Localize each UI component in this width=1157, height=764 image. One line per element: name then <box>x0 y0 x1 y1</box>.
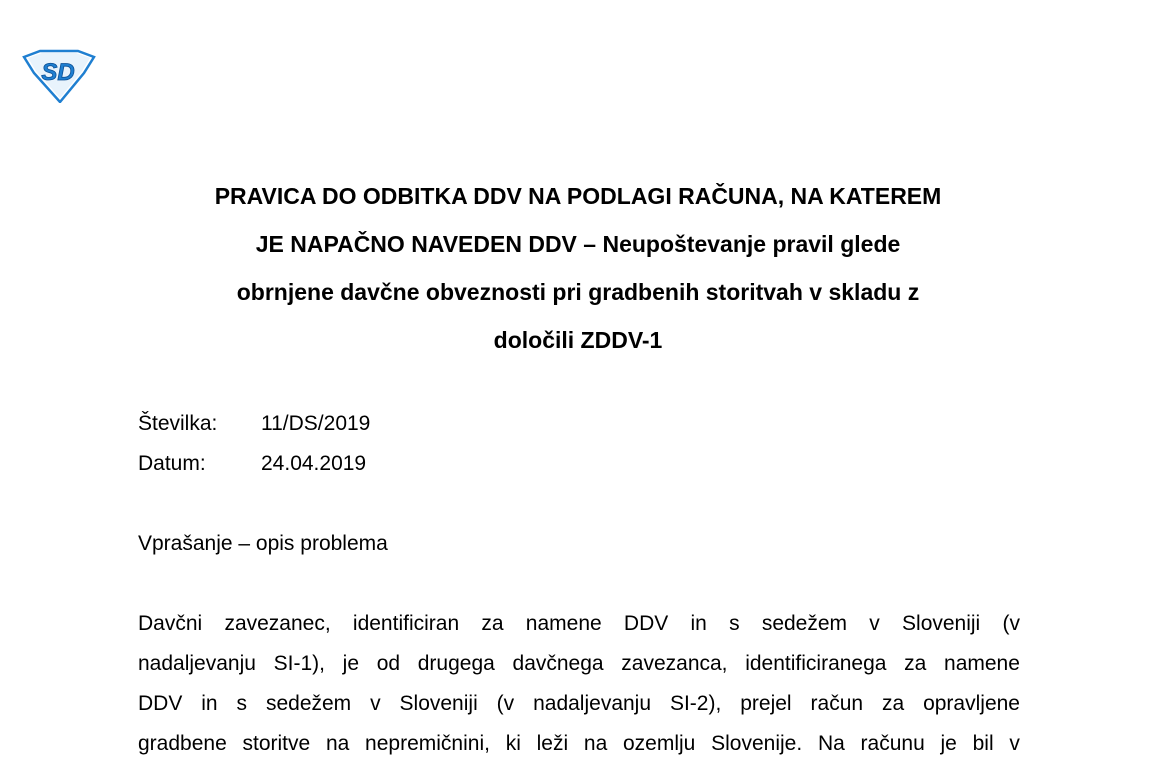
word: Sloveniji <box>399 692 478 715</box>
document-title <box>138 172 1018 364</box>
word: in <box>201 692 218 715</box>
word: na <box>583 732 608 755</box>
word: DDV <box>623 612 669 635</box>
word: za <box>881 692 905 715</box>
word: davčnega <box>512 652 604 675</box>
company-logo <box>22 49 96 103</box>
word: zavezanca, <box>621 652 728 675</box>
word: identificiran <box>352 612 460 635</box>
word: gradbene <box>138 732 227 755</box>
word: ki <box>505 732 521 755</box>
word: SI-1), <box>273 652 325 675</box>
word: nepremičnini, <box>365 732 490 755</box>
number-row <box>138 404 370 444</box>
word: nadaljevanju <box>533 692 652 715</box>
word: sedežem <box>265 692 352 715</box>
word: v <box>370 692 381 715</box>
word: v <box>1009 732 1020 755</box>
date-row <box>138 444 370 484</box>
paragraph-line <box>138 724 1020 764</box>
word: za <box>481 612 504 635</box>
word: namene <box>944 652 1020 675</box>
word: bil <box>972 732 994 755</box>
word: računu <box>860 732 925 755</box>
title-line-3: obrnjene davčne obveznosti pri gradbenih storitvah v skladu z <box>236 279 920 305</box>
number-value: 11/DS/2019 <box>261 412 371 435</box>
paragraph-line <box>138 644 1020 684</box>
word: leži <box>536 732 569 755</box>
word: je <box>940 732 957 755</box>
paragraph-line <box>138 684 1020 724</box>
word: ozemlju <box>623 732 696 755</box>
word: na <box>325 732 350 755</box>
word: od <box>376 652 401 675</box>
word: SI-2), <box>669 692 722 715</box>
word: Sloveniji <box>902 612 981 635</box>
title-line-1: PRAVICA DO ODBITKA DDV NA PODLAGI RAČUNA, NA KATEREM <box>214 183 942 209</box>
word: je <box>342 652 360 675</box>
date-label: Datum: <box>138 452 206 475</box>
body-paragraph <box>138 604 1020 764</box>
word: zavezanec, <box>224 612 331 635</box>
word: sedežem <box>761 612 848 635</box>
word: namene <box>525 612 602 635</box>
word: s <box>236 692 248 715</box>
word: opravljene <box>923 692 1020 715</box>
sd-shield-logo-icon <box>22 49 96 103</box>
section-heading: Vprašanje – opis problema <box>138 532 388 555</box>
title-line-4: določili ZDDV-1 <box>493 327 663 353</box>
word: identificiranega <box>745 652 887 675</box>
word: za <box>904 652 927 675</box>
title-line-2: JE NAPAČNO NAVEDEN DDV – Neupoštevanje pravil glede <box>255 231 901 257</box>
logo-text: SD <box>41 59 75 86</box>
word: s <box>729 612 740 635</box>
document-meta <box>138 404 370 484</box>
word: račun <box>810 692 864 715</box>
word: v <box>869 612 880 635</box>
word: (v <box>1002 612 1020 635</box>
word: in <box>690 612 707 635</box>
paragraph-line <box>138 604 1020 644</box>
word: Slovenije. <box>711 732 803 755</box>
word: Davčni <box>138 612 203 635</box>
number-label: Številka: <box>138 412 218 435</box>
word: drugega <box>417 652 495 675</box>
word: storitve <box>242 732 311 755</box>
word: DDV <box>138 692 183 715</box>
word: prejel <box>740 692 792 715</box>
word: Na <box>817 732 845 755</box>
date-value: 24.04.2019 <box>261 452 367 475</box>
word: nadaljevanju <box>138 652 256 675</box>
word: (v <box>496 692 515 715</box>
